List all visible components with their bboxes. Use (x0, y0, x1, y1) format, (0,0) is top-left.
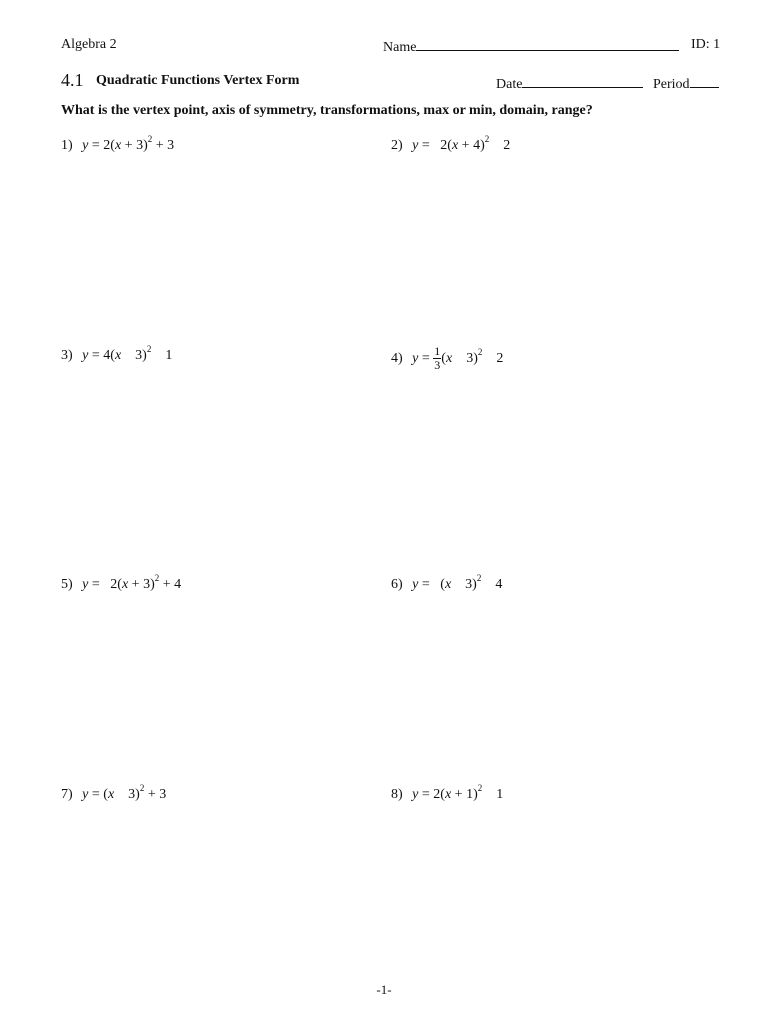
problem-number: 6) (391, 577, 403, 592)
equation: $y = 2(x + 3)^2 + 4$ (82, 573, 182, 592)
section-number: 4.1 (61, 70, 84, 90)
period-field[interactable] (653, 74, 719, 93)
page-number: -1- (376, 982, 392, 997)
equation: y = (x 3)$^2$ + 3 (82, 783, 167, 802)
problem-5 (61, 573, 182, 593)
problem-number: 5) (61, 577, 73, 592)
equation: $y = 2(x + 1)^2$ 1 (412, 783, 504, 802)
course-name: Algebra 2 (61, 37, 117, 52)
equation: y = (x 3)$^2$ 4 (412, 573, 503, 592)
problem-number: 2) (391, 138, 403, 153)
fraction: $\frac{1}{3}$ (434, 344, 441, 372)
period-label: Period (653, 77, 690, 92)
equation: $y = 2(x + 3)^2 + 3$ (82, 134, 175, 153)
problem-number: 4) (391, 350, 403, 366)
section-title: Quadratic Functions Vertex Form (96, 73, 300, 88)
problem-7 (61, 783, 167, 803)
problem-6 (391, 573, 503, 593)
period-blank[interactable] (690, 74, 719, 88)
problem-8 (391, 783, 504, 803)
name-blank[interactable] (416, 37, 679, 51)
problem-3 (61, 344, 173, 364)
equation: y = $\frac{1}{3}$ (x 3)$^2$ 2 (412, 344, 504, 372)
id-label: ID: 1 (691, 37, 721, 52)
equation: y = 4(x 3)$^2$ 1 (82, 344, 173, 363)
equation: $y = 2(x + 4)^2$ 2 (412, 134, 511, 153)
date-blank[interactable] (522, 74, 643, 88)
name-field[interactable] (383, 37, 679, 56)
date-field[interactable] (496, 74, 643, 93)
problem-2 (391, 134, 511, 154)
problem-number: 1) (61, 138, 73, 153)
problem-4 (391, 345, 503, 372)
problem-number: 7) (61, 787, 73, 802)
problem-1 (61, 134, 175, 154)
date-label: Date (496, 77, 523, 92)
question-prompt: What is the vertex point, axis of symmetry, transformations, max or min, domain, range? (61, 103, 593, 118)
name-label: Name (383, 40, 417, 55)
problem-number: 8) (391, 787, 403, 802)
problem-number: 3) (61, 348, 73, 363)
